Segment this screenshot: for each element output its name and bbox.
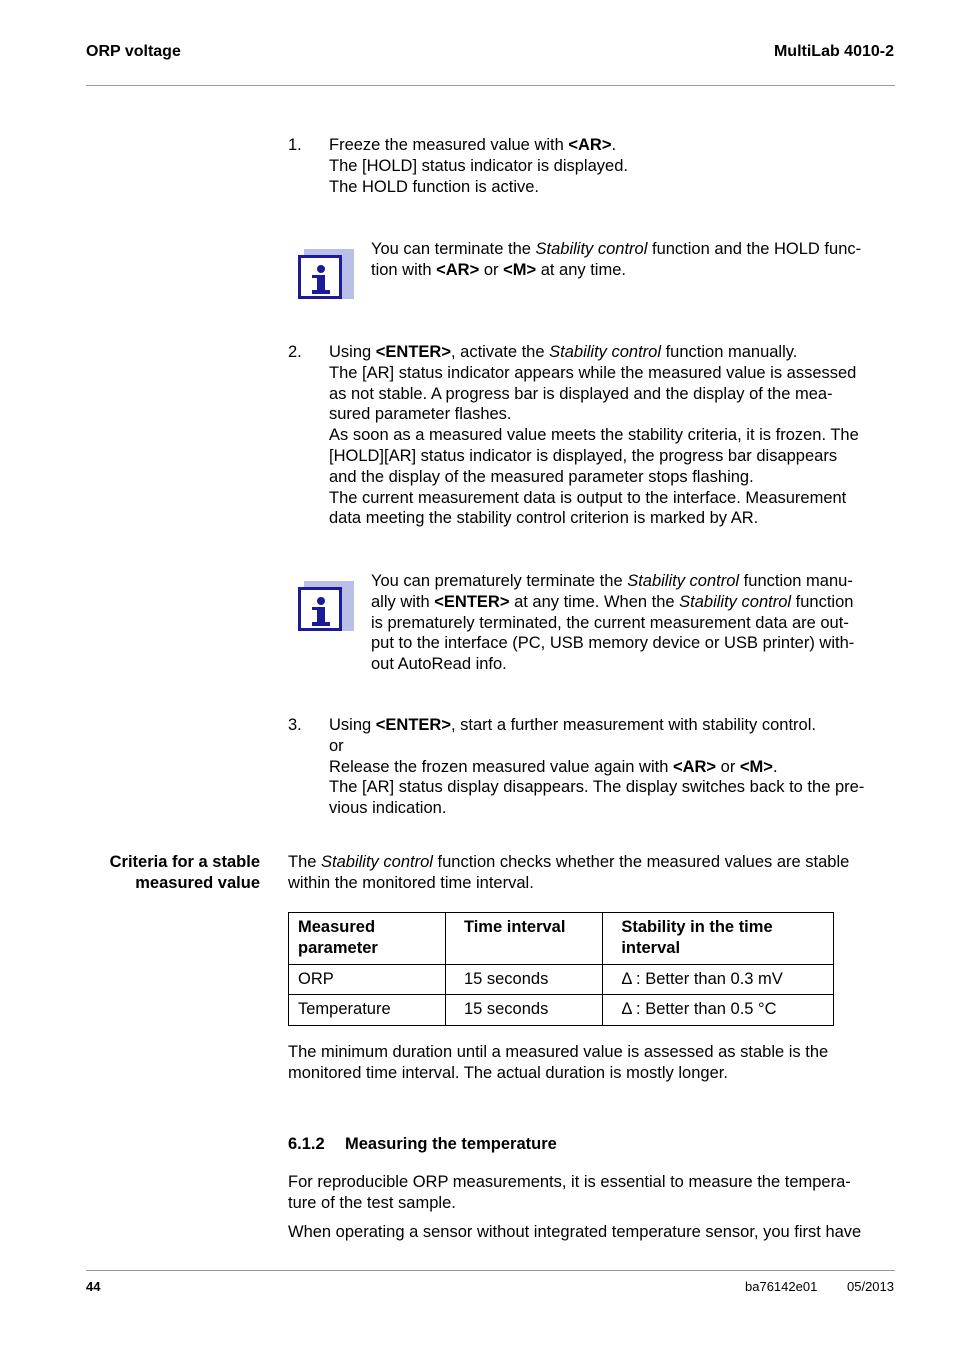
- table-header-cell: [289, 913, 446, 965]
- header-text: Time interval: [463, 918, 566, 936]
- table-cell: 15 seconds: [445, 995, 602, 1026]
- table-row: [289, 964, 834, 995]
- text: .: [772, 757, 778, 776]
- text: function and the HOLD func-: [647, 240, 862, 258]
- text-line: is prematurely terminated, the current measurement data are out-: [371, 613, 849, 632]
- table-header-cell: [603, 913, 834, 965]
- note-2: [371, 571, 901, 675]
- text-line: monitored time interval. The actual duration is mostly longer.: [288, 1063, 728, 1082]
- table-cell: Δ : Better than 0.5 °C: [603, 995, 834, 1026]
- footer-rule: [86, 1270, 895, 1271]
- text-line: vious indication.: [329, 799, 447, 818]
- emphasis: Stability control: [535, 240, 648, 258]
- side-heading-line: measured value: [135, 873, 260, 892]
- header-rule: [86, 85, 895, 86]
- text: , start a further measurement with stability control.: [450, 716, 816, 734]
- step-body: [329, 715, 899, 819]
- emphasis: Stability control: [549, 343, 662, 361]
- text: Freeze the measured value with: [329, 136, 569, 154]
- text-line: data meeting the stability control criterion is marked by AR.: [329, 509, 759, 528]
- section-paragraph-1: [288, 1172, 900, 1214]
- note-1: [371, 239, 901, 281]
- doc-date: 05/2013: [847, 1279, 894, 1294]
- text-line: The [AR] status display disappears. The display switches back to the pre-: [329, 778, 865, 797]
- text: You can terminate the: [371, 240, 536, 258]
- text-line: When operating a sensor without integrated temperature sensor, you first have: [288, 1223, 862, 1241]
- table-header-cell: [445, 913, 602, 965]
- text-line: sured parameter flashes.: [329, 405, 512, 424]
- section-heading: [288, 1135, 557, 1154]
- text-line: out AutoRead info.: [371, 655, 507, 674]
- step-number: 1.: [288, 136, 302, 154]
- emphasis: Stability control: [321, 853, 433, 871]
- step-number: 3.: [288, 716, 302, 734]
- text: at any time. When the: [509, 592, 680, 611]
- side-heading-line: Criteria for a stable: [109, 853, 260, 871]
- section-title: Measuring the temperature: [345, 1135, 557, 1153]
- step-number: 2.: [288, 343, 302, 361]
- header-text: Measured: [298, 918, 376, 936]
- table-cell: ORP: [289, 964, 446, 995]
- text: Release the frozen measured value again with: [329, 757, 673, 776]
- header-left: ORP voltage: [86, 43, 181, 60]
- text: function: [791, 592, 854, 611]
- text: or: [479, 260, 504, 279]
- text: .: [611, 136, 617, 154]
- key-label: <ENTER>: [434, 592, 510, 611]
- side-heading: [86, 852, 260, 894]
- header-text: interval: [621, 938, 681, 957]
- section-paragraph-2: [288, 1222, 900, 1243]
- criteria-paragraph: [288, 852, 900, 894]
- text: The: [288, 853, 322, 871]
- text-line: [HOLD][AR] status indicator is displayed, the progress bar disappears: [329, 446, 838, 465]
- text-line: The HOLD function is active.: [329, 177, 540, 196]
- stability-table: [288, 912, 834, 1026]
- table-cell: Temperature: [289, 995, 446, 1026]
- table-header-row: [289, 913, 834, 965]
- text-line: put to the interface (PC, USB memory device or USB printer) with-: [371, 634, 855, 653]
- text-line: The [HOLD] status indicator is displayed.: [329, 156, 628, 175]
- key-label: <ENTER>: [375, 716, 451, 734]
- text-line: within the monitored time interval.: [288, 873, 534, 892]
- text: tion with: [371, 260, 437, 279]
- key-label: <AR>: [568, 136, 612, 154]
- text: function checks whether the measured values are stable: [432, 853, 850, 871]
- key-label: <M>: [503, 260, 537, 279]
- header-text: parameter: [298, 938, 378, 957]
- key-label: <AR>: [672, 757, 717, 776]
- text: at any time.: [536, 260, 626, 279]
- after-table-paragraph: [288, 1042, 900, 1084]
- text-line: For reproducible ORP measurements, it is essential to measure the tempera-: [288, 1173, 851, 1191]
- key-label: <AR>: [436, 260, 480, 279]
- text-line: The [AR] status indicator appears while the measured value is assessed: [329, 363, 857, 382]
- header-right: MultiLab 4010-2: [773, 43, 894, 60]
- text: You can prematurely terminate the: [371, 572, 628, 590]
- step-body: [329, 135, 899, 197]
- key-label: <M>: [739, 757, 773, 776]
- text: ally with: [371, 592, 435, 611]
- emphasis: Stability control: [679, 592, 792, 611]
- text: function manu-: [739, 572, 853, 590]
- section-number: 6.1.2: [288, 1135, 325, 1153]
- text-line: and the display of the measured parameter stops flashing.: [329, 467, 754, 486]
- info-icon: [298, 249, 354, 305]
- key-label: <ENTER>: [375, 343, 451, 361]
- table-cell: 15 seconds: [445, 964, 602, 995]
- page-number: 44: [86, 1279, 101, 1294]
- step-body: [329, 342, 899, 529]
- text: or: [716, 757, 740, 776]
- text-line: ture of the test sample.: [288, 1193, 456, 1212]
- text: Using: [329, 716, 376, 734]
- table-row: [289, 995, 834, 1026]
- header-text: Stability in the time: [621, 918, 773, 936]
- text-line: or: [329, 736, 344, 755]
- text: , activate the: [450, 343, 550, 361]
- text-line: The current measurement data is output to the interface. Measurement: [329, 488, 847, 507]
- doc-number: ba76142e01: [745, 1279, 818, 1294]
- info-icon: [298, 581, 354, 637]
- emphasis: Stability control: [627, 572, 740, 590]
- table-cell: Δ : Better than 0.3 mV: [603, 964, 834, 995]
- text-line: As soon as a measured value meets the stability criteria, it is frozen. The: [329, 426, 859, 445]
- text: Using: [329, 343, 376, 361]
- text: function manually.: [661, 343, 798, 361]
- text-line: The minimum duration until a measured value is assessed as stable is the: [288, 1043, 829, 1061]
- text-line: as not stable. A progress bar is displayed and the display of the mea-: [329, 384, 833, 403]
